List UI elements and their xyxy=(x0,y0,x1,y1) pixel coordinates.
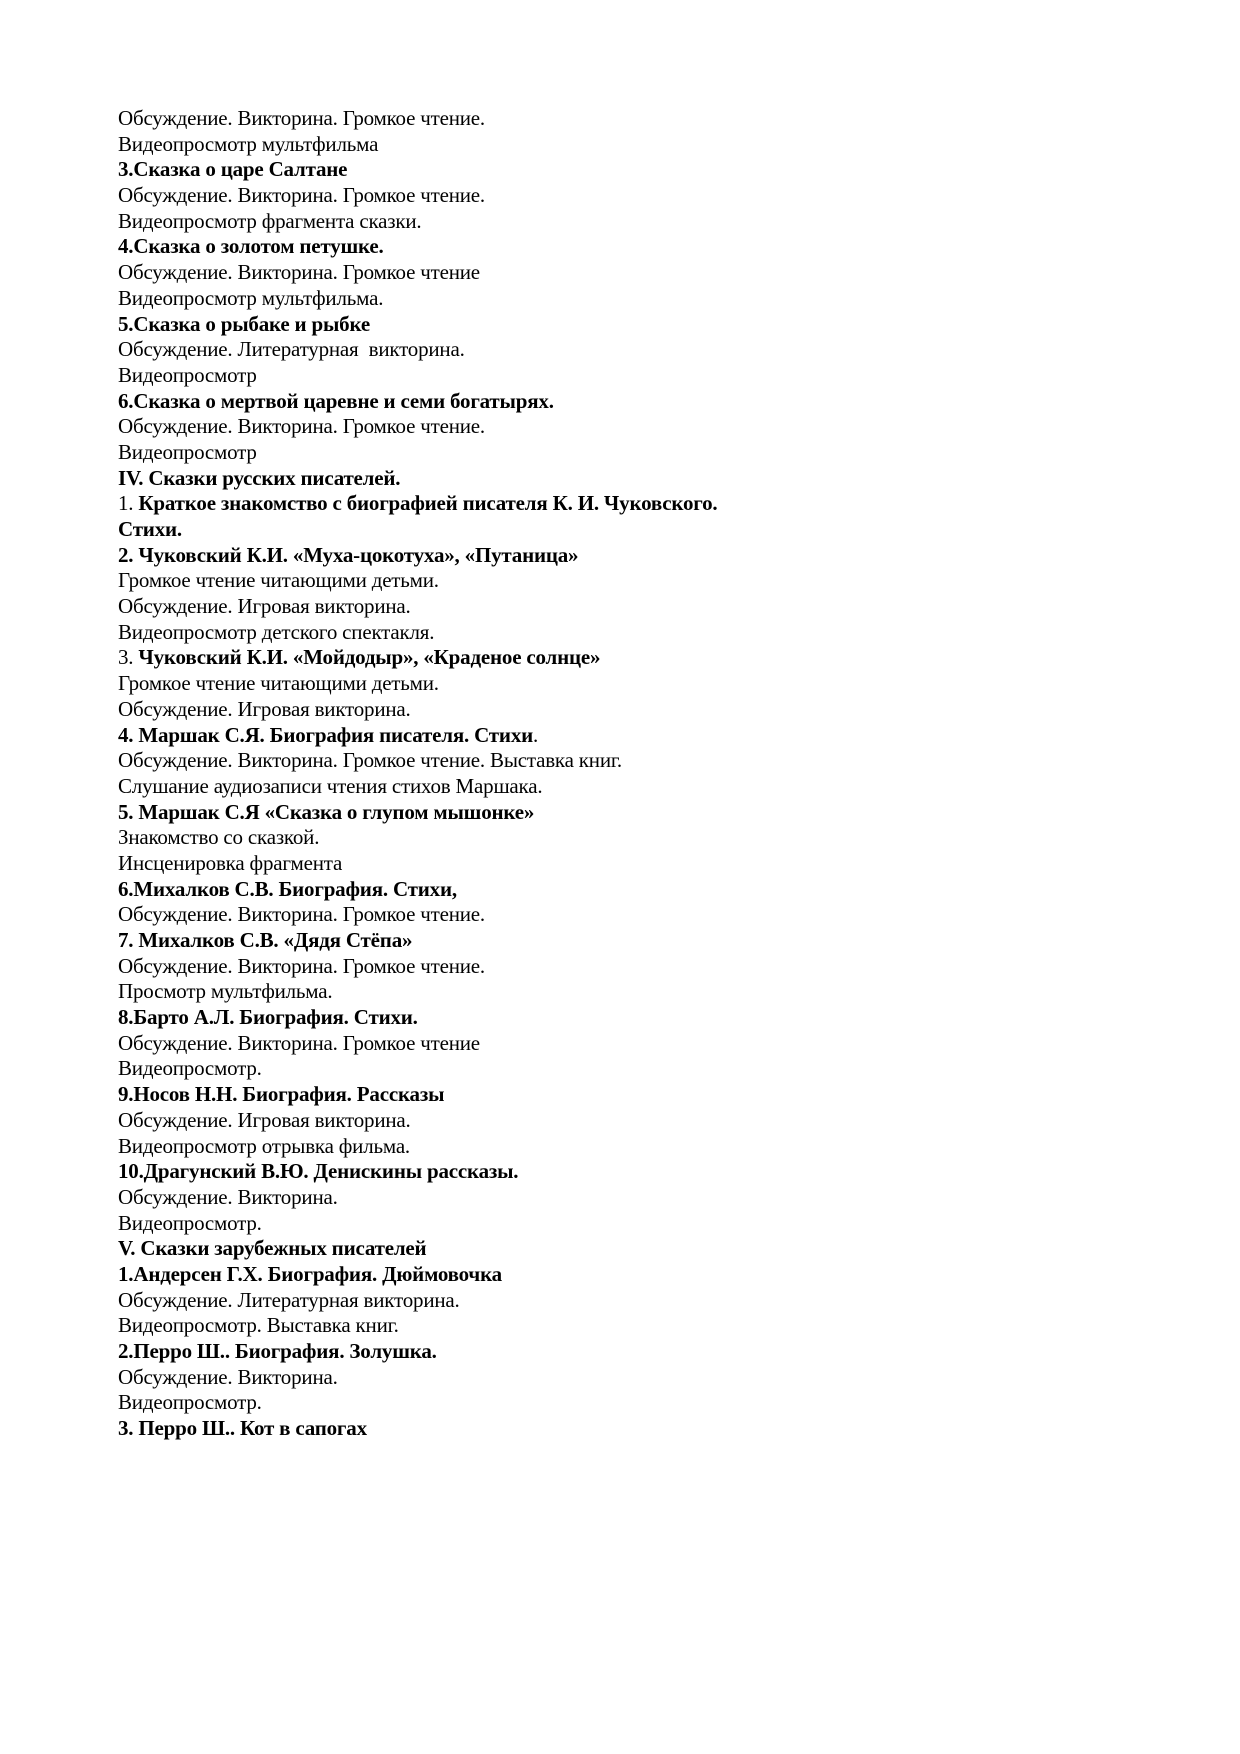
activity-line: Видеопросмотр. xyxy=(118,1390,262,1415)
topic-heading xyxy=(118,491,1118,517)
activity-line: Обсуждение. Викторина. Громкое чтение. xyxy=(118,106,485,130)
section-heading: IV. Сказки русских писателей. xyxy=(118,465,401,490)
topic-title: Чуковский К.И. «Мойдодыр», «Краденое солнце» xyxy=(138,645,601,670)
topic-heading: Стихи. xyxy=(118,517,182,541)
topic-heading: 1.Андерсен Г.Х. Биография. Дюймовочка xyxy=(118,1261,502,1286)
activity-line: Знакомство со сказкой. xyxy=(118,825,320,850)
topic-heading: 5. Маршак С.Я «Сказка о глупом мышонке» xyxy=(118,799,535,824)
topic-heading: 3. Перро Ш.. Кот в сапогах xyxy=(118,1416,367,1441)
topic-heading: 4.Сказка о золотом петушке. xyxy=(118,234,384,259)
activity-line: Обсуждение. Литературная викторина. xyxy=(118,1287,460,1312)
activity-line: Обсуждение. Игровая викторина. xyxy=(118,594,411,619)
activity-line: Обсуждение. Викторина. Громкое чтение xyxy=(118,1030,480,1055)
topic-heading: 5.Сказка о рыбаке и рыбке xyxy=(118,311,370,336)
activity-line: Инсценировка фрагмента xyxy=(118,850,343,875)
topic-heading: 6.Сказка о мертвой царевне и семи богатырях. xyxy=(118,388,554,413)
activity-line: Видеопросмотр. xyxy=(118,1056,262,1081)
activity-line: Слушание аудиозаписи чтения стихов Маршака. xyxy=(118,773,543,798)
activity-line: Обсуждение. Викторина. xyxy=(118,1364,338,1389)
topic-suffix: . xyxy=(533,722,539,747)
topic-heading: 8.Барто А.Л. Биография. Стихи. xyxy=(118,1005,418,1030)
activity-line: Видеопросмотр фрагмента сказки. xyxy=(118,208,422,233)
activity-line: Просмотр мультфильма. xyxy=(118,979,333,1004)
topic-heading: 10.Драгунский В.Ю. Денискины рассказы. xyxy=(118,1159,519,1184)
activity-line: Видеопросмотр xyxy=(118,439,257,464)
activity-line: Обсуждение. Литературная викторина. xyxy=(118,337,465,362)
topic-heading: 7. Михалков С.В. «Дядя Стёпа» xyxy=(118,928,413,952)
activity-line: Обсуждение. Викторина. Громкое чтение. xyxy=(118,414,485,439)
topic-heading: 9.Носов Н.Н. Биография. Рассказы xyxy=(118,1082,445,1107)
topic-heading: 2.Перро Ш.. Биография. Золушка. xyxy=(118,1339,437,1363)
activity-line: Видеопросмотр мультфильма. xyxy=(118,285,384,310)
topic-title: Краткое знакомство с биографией писателя К. И. Чуковского. xyxy=(138,491,718,516)
topic-number: 1. xyxy=(118,491,139,516)
activity-line: Громкое чтение читающими детьми. xyxy=(118,671,439,696)
topic-heading xyxy=(118,645,1118,671)
activity-line: Видеопросмотр xyxy=(118,362,257,387)
activity-line: Видеопросмотр мультфильма xyxy=(118,131,379,156)
activity-line: Видеопросмотр. Выставка книг. xyxy=(118,1313,399,1338)
document-body xyxy=(118,106,1118,1442)
topic-heading: 2. Чуковский К.И. «Муха-цокотуха», «Путаница» xyxy=(118,542,579,567)
activity-line: Обсуждение. Игровая викторина. xyxy=(118,696,411,721)
section-heading: V. Сказки зарубежных писателей xyxy=(118,1236,427,1261)
topic-title: 4. Маршак С.Я. Биография писателя. Стихи xyxy=(118,722,534,747)
activity-line: Видеопросмотр отрывка фильма. xyxy=(118,1133,410,1158)
activity-line: Обсуждение. Викторина. Громкое чтение. xyxy=(118,902,485,927)
activity-line: Громкое чтение читающими детьми. xyxy=(118,568,439,593)
activity-line: Видеопросмотр детского спектакля. xyxy=(118,619,435,644)
activity-line: Обсуждение. Викторина. xyxy=(118,1184,338,1209)
topic-heading xyxy=(118,723,1118,749)
activity-line: Обсуждение. Викторина. Громкое чтение. xyxy=(118,953,485,978)
activity-line: Обсуждение. Викторина. Громкое чтение. xyxy=(118,183,485,208)
activity-line: Видеопросмотр. xyxy=(118,1210,262,1235)
topic-number: 3. xyxy=(118,645,139,670)
activity-line: Обсуждение. Викторина. Громкое чтение xyxy=(118,260,480,285)
activity-line: Обсуждение. Викторина. Громкое чтение. Выставка книг. xyxy=(118,748,622,773)
topic-heading: 6.Михалков С.В. Биография. Стихи, xyxy=(118,876,457,901)
topic-heading: 3.Сказка о царе Салтане xyxy=(118,157,348,182)
activity-line: Обсуждение. Игровая викторина. xyxy=(118,1107,411,1132)
